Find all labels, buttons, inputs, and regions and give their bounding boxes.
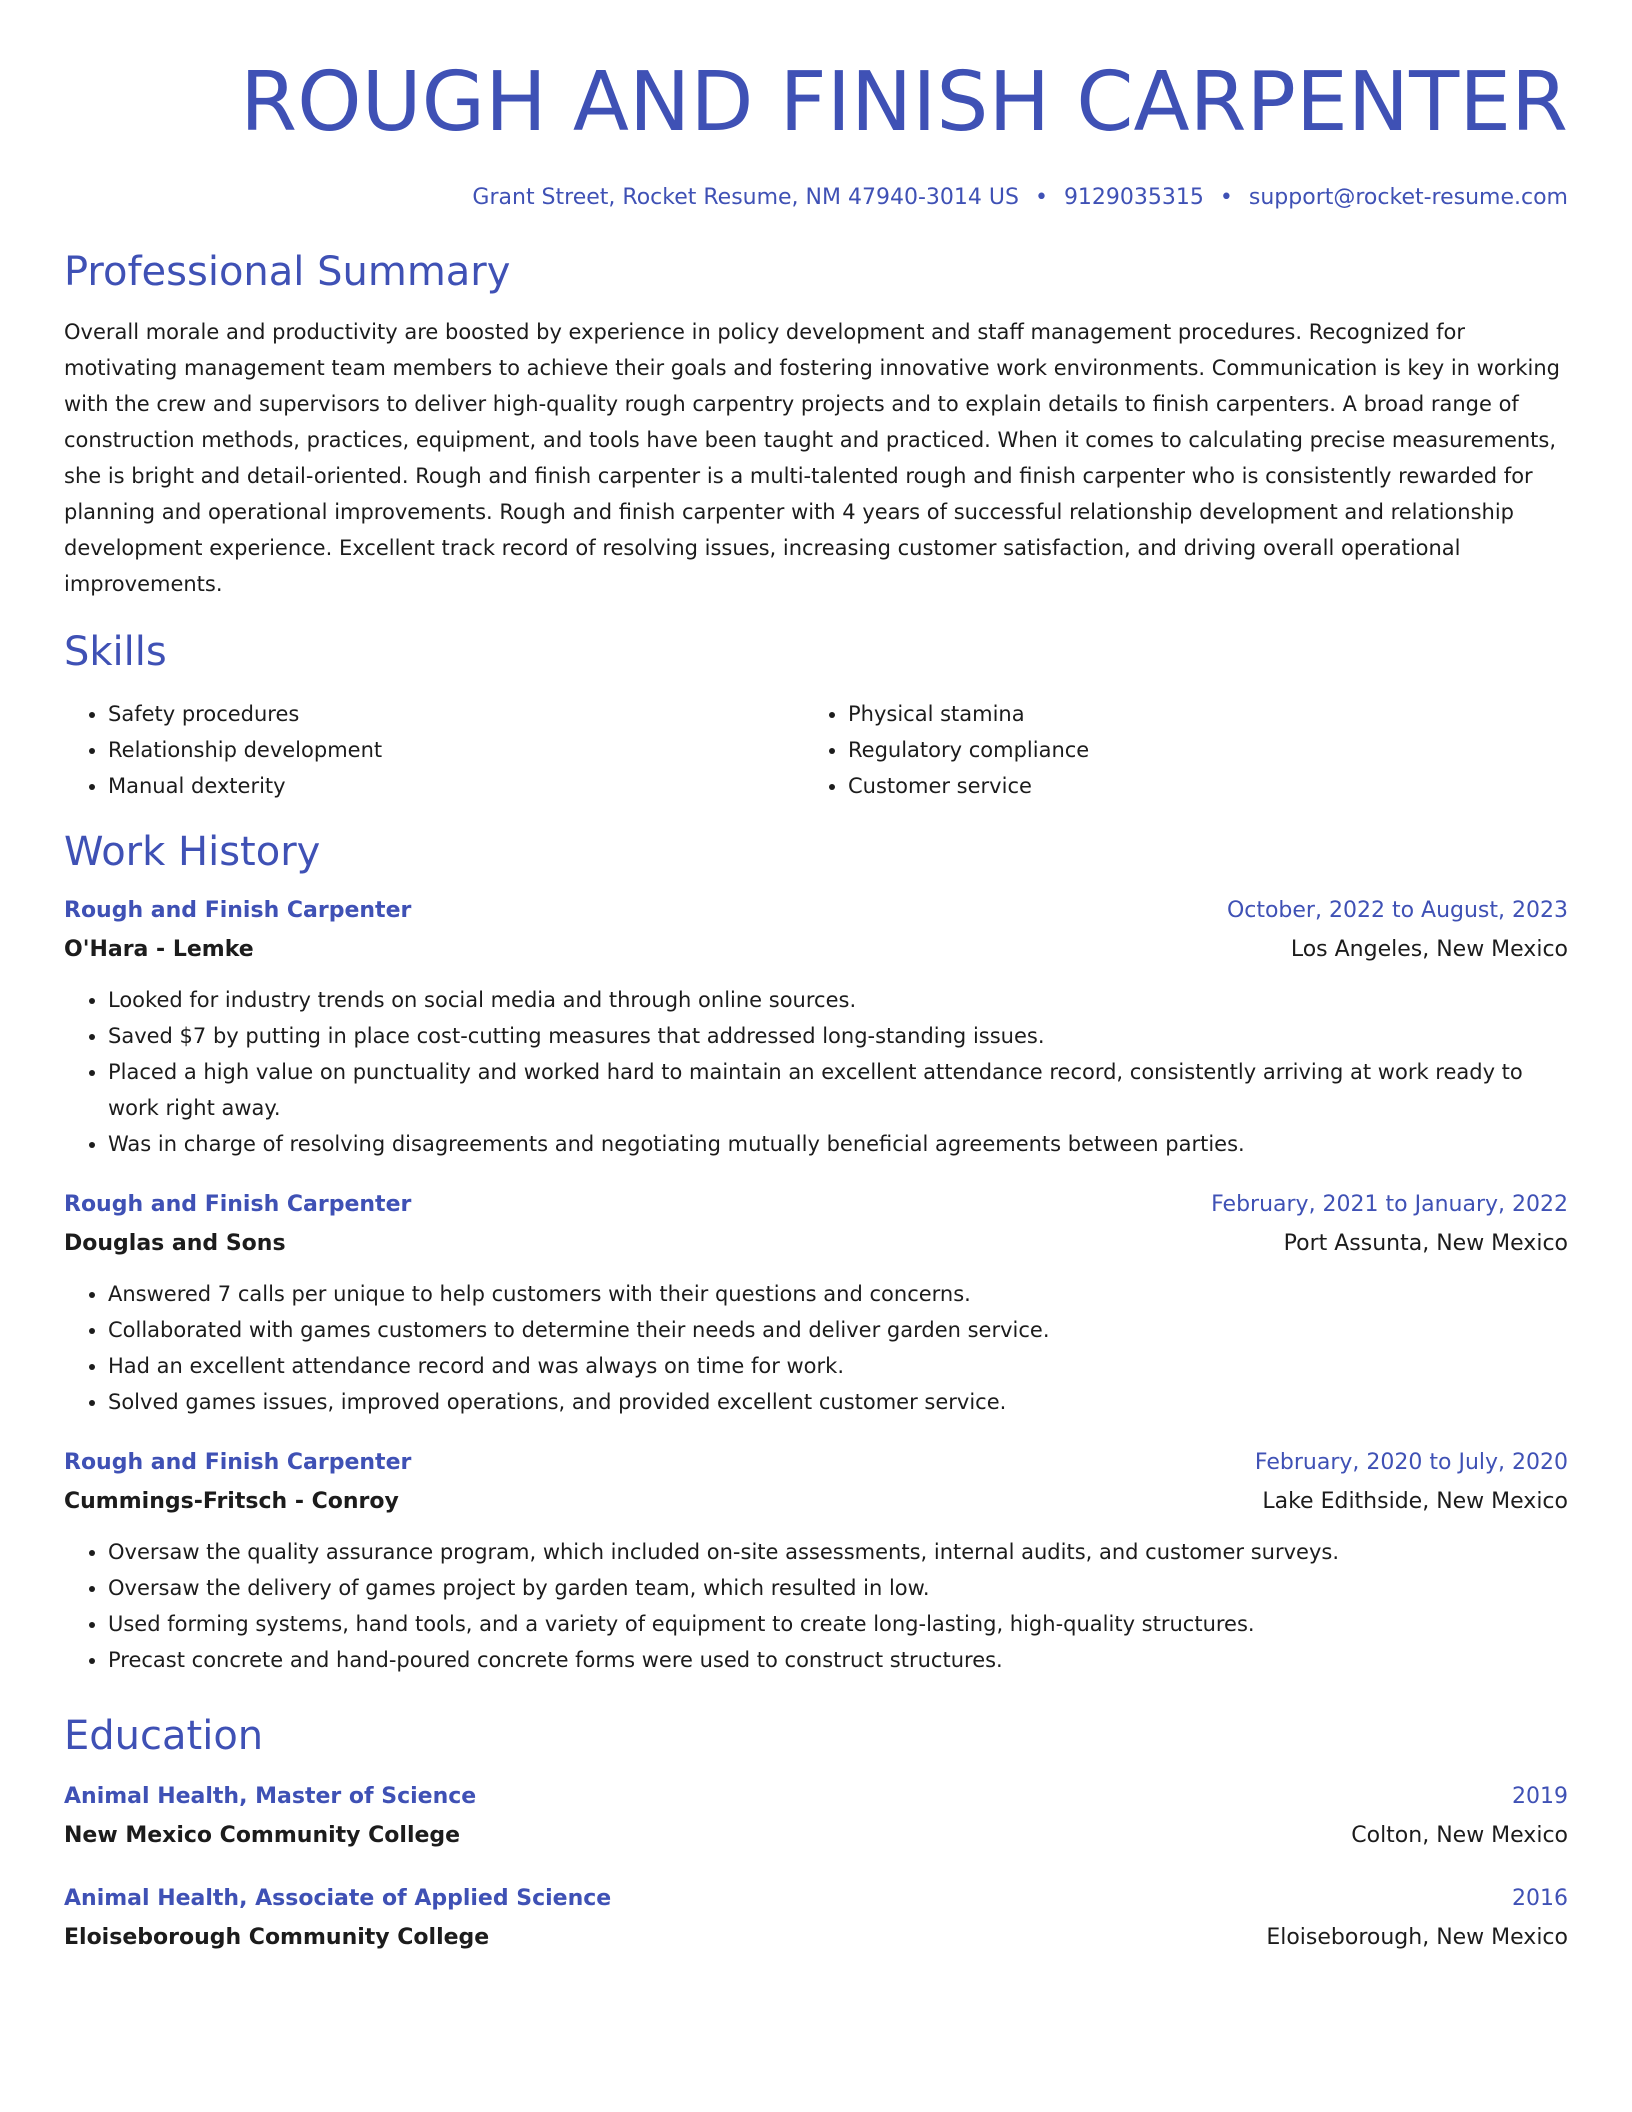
education-header-row	[64, 1778, 1568, 1816]
job-location: Los Angeles, New Mexico	[1290, 937, 1568, 962]
job-bullet: • Saved $7 by putting in place cost-cutting measures that addressed long-standing issues.	[108, 1018, 1568, 1054]
job-bullets	[64, 982, 1568, 1162]
education-school: New Mexico Community College	[64, 1823, 461, 1848]
education-entry	[64, 1778, 1568, 1856]
job-role: Rough and Finish Carpenter	[64, 1192, 412, 1217]
job-header-row	[64, 1444, 1568, 1482]
job-entry	[64, 1186, 1568, 1420]
job-company: O'Hara - Lemke	[64, 937, 254, 962]
education-year: 2019	[1512, 1784, 1568, 1809]
education-location: Colton, New Mexico	[1351, 1823, 1568, 1848]
education-school-row	[64, 1918, 1568, 1958]
job-dates: October, 2022 to August, 2023	[1226, 898, 1568, 923]
candidate-title: ROUGH AND FINISH CARPENTER	[240, 55, 1568, 150]
section-title-summary: Professional Summary	[64, 249, 511, 295]
education-header-row	[64, 1880, 1568, 1918]
job-entry	[64, 1444, 1568, 1678]
skills-list	[64, 696, 1568, 804]
job-role: Rough and Finish Carpenter	[64, 1450, 412, 1475]
skill-item: • Relationship development	[108, 732, 804, 768]
skill-item: • Safety procedures	[108, 696, 804, 732]
skills-column-right	[804, 696, 1564, 804]
job-company: Douglas and Sons	[64, 1231, 286, 1256]
contact-separator: •	[1034, 185, 1048, 210]
job-bullets	[64, 1534, 1568, 1678]
job-header-row	[64, 1186, 1568, 1224]
job-location: Lake Edithside, New Mexico	[1262, 1489, 1568, 1514]
job-header-row	[64, 892, 1568, 930]
skill-item: • Customer service	[848, 768, 1564, 804]
job-bullet: • Precast concrete and hand-poured concrete forms were used to construct structures.	[108, 1642, 1568, 1678]
section-title-work-history: Work History	[64, 829, 321, 875]
job-company: Cummings-Fritsch - Conroy	[64, 1489, 399, 1514]
contact-email: support@rocket-resume.com	[1248, 185, 1568, 210]
job-bullet: • Answered 7 calls per unique to help customers with their questions and concerns.	[108, 1276, 1568, 1312]
summary-text: Overall morale and productivity are boosted by experience in policy development and staff management procedures. Recognized for motivating management team members to achieve their goals and fostering innovative work environments. Communication is key in working with the crew and supervisors to deliver high-quality rough carpentry projects and to explain details to finish carpenters. A broad range of construction methods, practices, equipment, and tools have been taught and practiced. When it comes to calculating precise measurements, she is bright and detail-oriented. Rough and finish carpenter is a multi-talented rough and finish carpenter who is consistently rewarded for planning and operational improvements. Rough and finish carpenter with 4 years of successful relationship development and relationship development experience. Excellent track record of resolving issues, increasing customer satisfaction, and driving overall operational improvements.	[64, 320, 1560, 596]
job-bullet: • Solved games issues, improved operations, and provided excellent customer service.	[108, 1384, 1568, 1420]
job-bullet: • Placed a high value on punctuality and worked hard to maintain an excellent attendance record, consistently arriving at work ready to work right away.	[108, 1054, 1568, 1126]
contact-line	[64, 182, 1568, 214]
education-degree: Animal Health, Associate of Applied Science	[64, 1886, 612, 1911]
job-bullets	[64, 1276, 1568, 1420]
job-bullet: • Looked for industry trends on social media and through online sources.	[108, 982, 1568, 1018]
contact-address: Grant Street, Rocket Resume, NM 47940-3014 US	[472, 185, 1019, 210]
skill-item: • Physical stamina	[848, 696, 1564, 732]
section-title-skills: Skills	[64, 629, 167, 675]
contact-phone: 9129035315	[1063, 185, 1204, 210]
education-entry	[64, 1880, 1568, 1958]
job-bullet: • Oversaw the quality assurance program, which included on-site assessments, internal audits, and customer surveys.	[108, 1534, 1568, 1570]
job-company-row	[64, 930, 1568, 970]
education-degree: Animal Health, Master of Science	[64, 1784, 477, 1809]
job-bullet: • Was in charge of resolving disagreements and negotiating mutually beneficial agreements between parties.	[108, 1126, 1568, 1162]
job-dates: February, 2020 to July, 2020	[1254, 1450, 1568, 1475]
job-bullet: • Collaborated with games customers to determine their needs and deliver garden service.	[108, 1312, 1568, 1348]
job-company-row	[64, 1482, 1568, 1522]
skill-item: • Regulatory compliance	[848, 732, 1564, 768]
skill-item: • Manual dexterity	[108, 768, 804, 804]
contact-separator: •	[1219, 185, 1233, 210]
education-year: 2016	[1512, 1886, 1568, 1911]
job-bullet: • Used forming systems, hand tools, and a variety of equipment to create long-lasting, high-quality structures.	[108, 1606, 1568, 1642]
job-entry	[64, 892, 1568, 1162]
skills-column-left	[64, 696, 804, 804]
job-dates: February, 2021 to January, 2022	[1211, 1192, 1568, 1217]
education-school: Eloiseborough Community College	[64, 1925, 490, 1950]
education-school-row	[64, 1816, 1568, 1856]
job-company-row	[64, 1224, 1568, 1264]
education-location: Eloiseborough, New Mexico	[1266, 1925, 1568, 1950]
resume-header	[64, 48, 1568, 214]
job-bullet: • Had an excellent attendance record and was always on time for work.	[108, 1348, 1568, 1384]
job-role: Rough and Finish Carpenter	[64, 898, 412, 923]
job-location: Port Assunta, New Mexico	[1283, 1231, 1568, 1256]
section-title-education: Education	[64, 1713, 264, 1759]
job-bullet: • Oversaw the delivery of games project by garden team, which resulted in low.	[108, 1570, 1568, 1606]
